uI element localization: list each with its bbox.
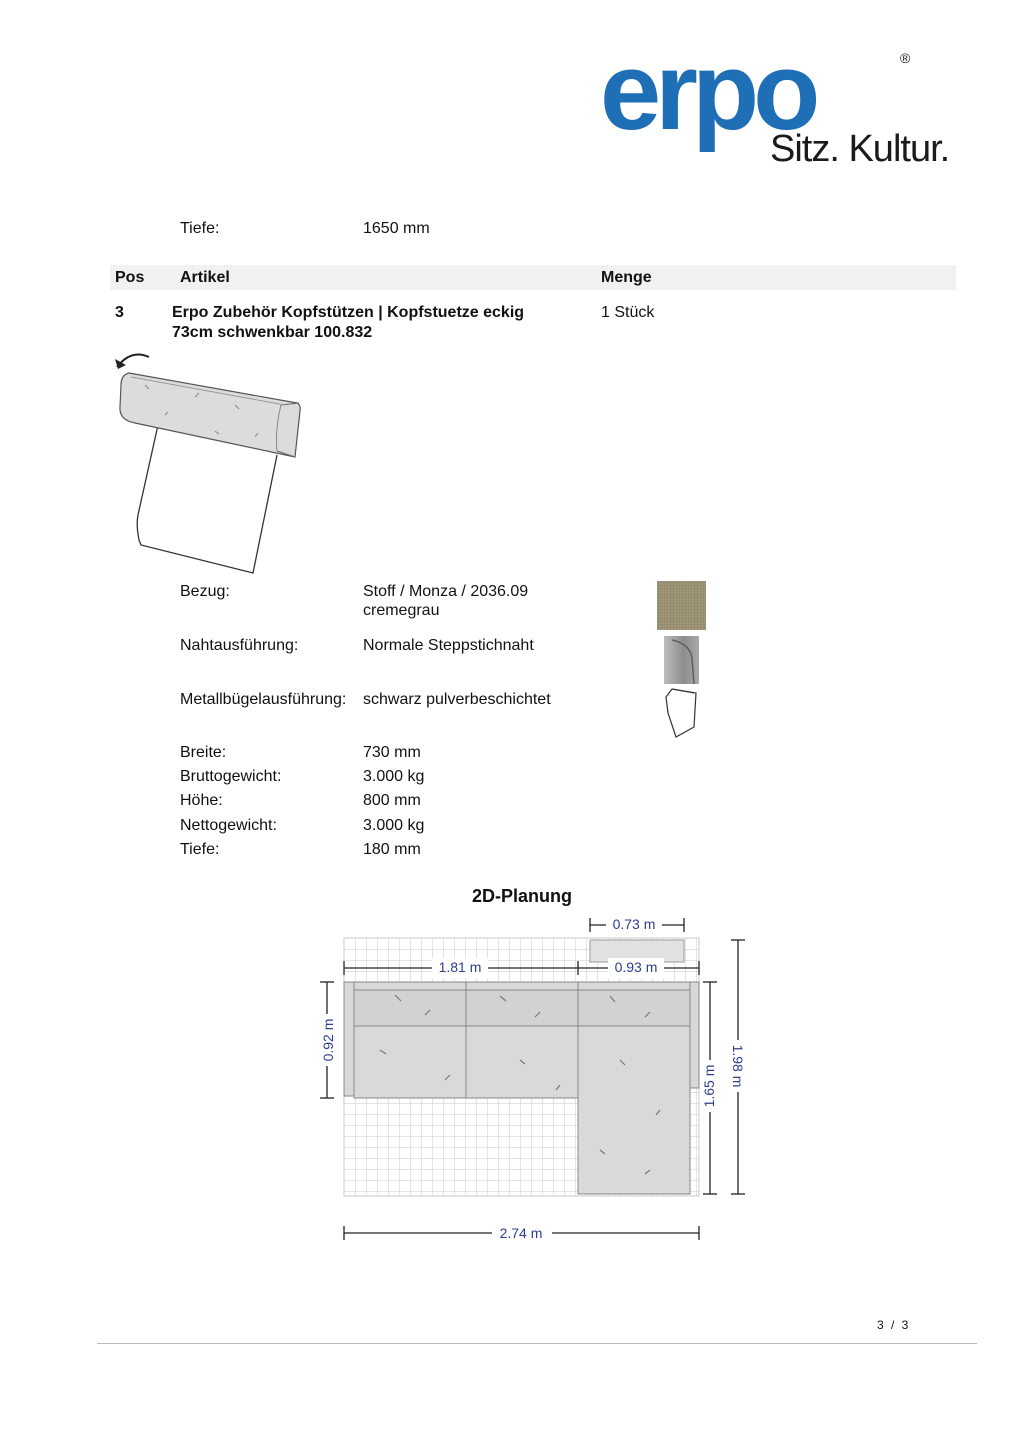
table-header [110,265,956,290]
dim-left-section: 1.81 m [438,959,482,975]
metal-bracket-icon [664,687,700,739]
dim-left-depth: 0.92 m [320,1018,336,1062]
option-value-bezug: Stoff / Monza / 2036.09 [363,583,529,600]
plan-drawing [310,910,760,1250]
erpo-logo [600,30,980,176]
header-pos: Pos [115,269,145,286]
option-label-naht: Nahtausführung: [180,637,299,654]
prev-spec-value: 1650 mm [363,220,430,237]
option-label-bezug: Bezug: [180,583,230,600]
dim-headrest: 0.73 m [612,916,656,932]
fabric-swatch [657,581,706,630]
header-artikel: Artikel [180,269,230,286]
item-title-line2: 73cm schwenkbar 100.832 [172,324,373,341]
item-quantity: 1 Stück [601,304,655,321]
spec-label-hoehe: Höhe: [180,792,223,809]
spec-value-netto: 3.000 kg [363,817,425,834]
logo-wordmark: erpo [600,30,815,153]
seam-swatch [664,636,699,684]
dim-right-section: 0.93 m [614,959,658,975]
spec-value-breite: 730 mm [363,744,421,761]
spec-value-hoehe: 800 mm [363,792,421,809]
headrest-illustration [105,345,315,585]
dim-total-depth: 1.98 m [730,1044,746,1088]
footer-divider [97,1343,977,1344]
spec-value-brutto: 3.000 kg [363,768,425,785]
logo-tagline: Sitz. Kultur. [770,128,950,170]
prev-spec-label: Tiefe: [180,220,220,237]
dim-right-depth: 1.65 m [701,1064,717,1108]
item-pos: 3 [115,304,124,321]
spec-label-tiefe: Tiefe: [180,841,220,858]
plan-title: 2D-Planung [472,886,573,906]
spec-label-netto: Nettogewicht: [180,817,277,834]
spec-label-brutto: Bruttogewicht: [180,768,282,785]
dim-total-width: 2.74 m [499,1225,543,1241]
item-title-line1: Erpo Zubehör Kopfstützen | Kopfstuetze eckig [172,304,525,321]
page-number: 3 / 3 [877,1318,911,1332]
option-label-metall: Metallbügelausführung: [180,691,347,708]
spec-label-breite: Breite: [180,744,227,761]
option-value-naht: Normale Steppstichnaht [363,637,534,654]
option-value-bezug-color: cremegrau [363,602,440,619]
logo-registered-mark: ® [900,50,911,66]
spec-value-tiefe: 180 mm [363,841,421,858]
header-menge: Menge [601,269,652,286]
option-value-metall: schwarz pulverbeschichtet [363,691,551,708]
